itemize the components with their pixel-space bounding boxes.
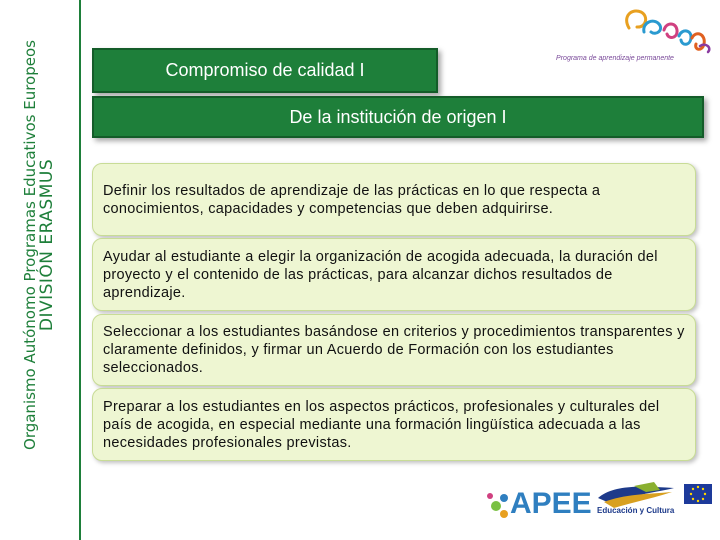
educacion-cultura-logo: [598, 482, 674, 508]
sidebar-organism-label: Organismo Autónomo Programas Educativos Europeos: [21, 40, 40, 450]
list-item: [92, 163, 696, 236]
slide-subtitle-text: De la institución de origen I: [289, 106, 507, 127]
slide-title: [92, 48, 438, 93]
slide-subtitle: [92, 96, 704, 138]
apee-logo: APEE: [510, 487, 592, 520]
slide-title-text: Compromiso de calidad I: [165, 60, 365, 80]
list-item-text: Preparar a los estudiantes en los aspectos prácticos, profesionales y culturales del país de acogida, en especial mediante una formación lingüística adecuada a las necesidades profesionales previstas.: [103, 398, 660, 451]
educacion-cultura-label: Educación y Cultura: [597, 506, 675, 515]
list-item-text: Definir los resultados de aprendizaje de las prácticas en lo que respecta a conocimientos, capacidades y competencias que deben adquirirse.: [103, 182, 601, 217]
apee-swirl-icon: [487, 493, 508, 518]
list-item-text: Ayudar al estudiante a elegir la organización de acogida adecuada, la duración del proyecto y el contenido de las prácticas, para alcanzar dichos resultados de aprendizaje.: [103, 248, 658, 301]
eu-flag-icon: [684, 484, 712, 504]
list-item-text: Seleccionar a los estudiantes basándose en criterios y procedimientos transparentes y claramente definidos, y firmar un Acuerdo de Formación con los estudiantes seleccionados.: [103, 324, 685, 376]
list-item: [92, 314, 696, 386]
sidebar-divider: [79, 0, 81, 540]
lifelong-learning-caption: Programa de aprendizaje permanente: [556, 55, 674, 62]
sidebar-division-label: DIVISIÓN ERASMUS: [36, 158, 57, 332]
list-item: [92, 388, 696, 461]
sidebar-vertical-text: [23, 40, 57, 450]
list-item: [92, 238, 696, 311]
